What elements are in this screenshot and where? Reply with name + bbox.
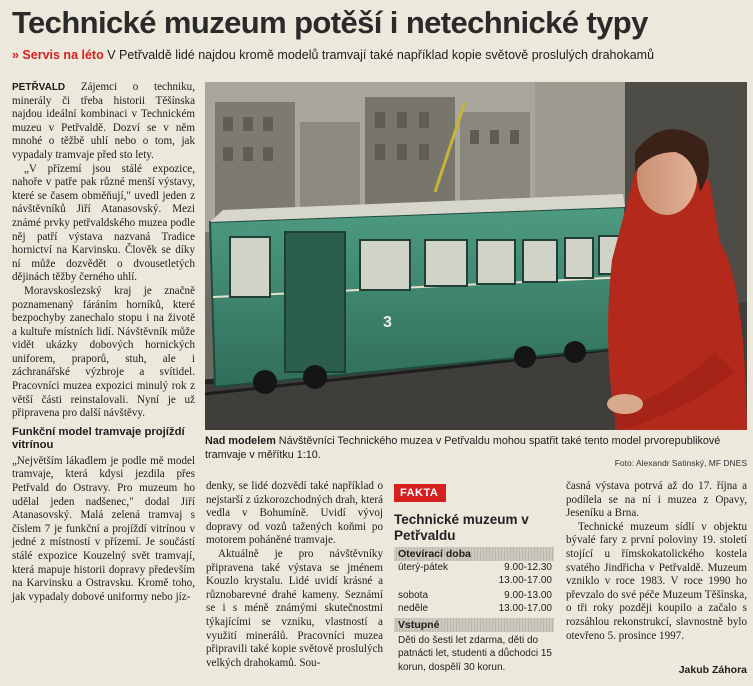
paragraph-region: Moravskoslezský kraj je značně poznamenaný fáráním horníků, které bezpochyby zanechalo stopu i na životě a kultuře místních lidí. Návštěvník může vidět ukázky dobových hornických uniforem, praporů, stuh, ale i záchranářské výzbroje a svítidel. Pracovníci muzea expozici minulý rok z větší části reinstalovali. Nyní je už připravena pro další návštěvy. [12, 284, 195, 420]
article-column-1 [12, 81, 195, 604]
paragraph-exhibition: časná výstava potrvá až do 17. října a podílela se na ní i muzea z Opavy, Jeseníku a Brna. [566, 480, 747, 520]
price-header: Vstupné [394, 618, 554, 632]
paragraph-tram: „Největším lákadlem je podle mě model tramvaje, která kdysi jezdila přes Petřvald do Ostravy. Pro muzeum ho udělal jeden nadšenec," dodal Jiří Atanasovský. Malá zelená tramvaj s číslem 7 je funkční a projíždí vitrínou v jedné z místností v přízemí. Je součástí stálé expozice Kouzelný svět tramvají, která mapuje historii dopravy především na Karvinsku a Ostravsku. Kromě toho, jak vypadaly dobové uniformy nebo jíz- [12, 454, 195, 603]
photo-credit: Foto: Alexandr Satinský, MF DNES [614, 458, 747, 468]
paragraph-quote: „V přízemí jsou stálé expozice, nahoře v patře pak různé menší výstavy, které se časem obměňují," uvedl jeden z návštěvníků Jiří Atanasovský. Mezi známé prvky petřvaldského muzea podle něj patří výstava nazvaná Tradice hornictví na Karvinsku. Člověk se díky ní může dozvědět o dvousetletých dějinách těžby černého uhlí. [12, 162, 195, 284]
fakta-label: FAKTA [394, 484, 446, 502]
article-column-2 [206, 480, 383, 670]
tram-number: 3 [383, 314, 392, 331]
hours-header: Otevírací doba [394, 547, 554, 561]
tram-model-photo [205, 82, 747, 430]
fakta-title: Technické muzeum v Petřvaldu [394, 512, 529, 543]
caption-text: Návštěvníci Technického muzea v Petřvaldu mohou spatřit také tento model prvorepublikové tramvaje v měřítku 1:10. [205, 435, 721, 461]
caption-lead: Nad modelem [205, 435, 276, 447]
photo-illustration [205, 82, 747, 430]
paragraph-history: Technické muzeum sídlí v objektu bývalé fary z první poloviny 19. století stojící u římskokatolického kostela svatého Jindřicha v Petřvaldě. Muzeum vzniklo v roce 1983. V roce 1990 ho převzalo do své péče Muzeum Těšínska, o tři roky později koupilo a začalo s rozsáhlou rekonstrukcí, slavnostně bylo otevřeno 5. prosince 1997. [566, 520, 747, 642]
headline: Technické muzeum potěší i netechnické typy [12, 5, 648, 40]
fakta-box: FAKTA Technické muzeum v Petřvaldu Otevírací doba úterý-pátek 9.00-12.30 13.00-17.00 sobota 9.00-13.00 neděle 13.00-17.00 Vstupné Děti do šesti let zdarma, děti do patnácti let, studenti a důchodci 15 korun, dospělí 30 korun. [391, 479, 557, 686]
section-subtitle: Funkční model tramvaje projíždí vitrínou [12, 425, 185, 452]
paragraph-transport: denky, se lidé dozvědí také například o nejstarší z úzkorozchodných drah, která vedla v Bohumíně. Uvidí vývoj dopravy od vozů tažených koňmi po motorem poháněné tramvaje. [206, 480, 383, 547]
subheadline-tag: » Servis na léto [12, 48, 104, 62]
price-text: Děti do šesti let zdarma, děti do patnácti let, studenti a důchodci 15 korun, dospělí 30 korun. [398, 635, 552, 673]
paragraph-crystals: Aktuálně je pro návštěvníky připravena také výstava se jménem Kouzlo krystalu. Lidé uvidí krásné a různobarevné drahé kameny. Seznámí se i s méně známými skutečnostmi týkajícími se vzniku, vlastností a využití minerálů. Pracovníci muzea připravili také kopie světově proslulých velkých drahokamů. Sou- [206, 547, 383, 669]
author: Jakub Záhora [678, 664, 747, 676]
dateline: PETŘVALD [12, 82, 66, 93]
hours-row: neděle 13.00-17.00 [398, 603, 552, 614]
hours-row: sobota 9.00-13.00 [398, 590, 552, 601]
subheadline [12, 47, 747, 63]
paragraph-intro: Zájemci o techniku, minerály či třeba historii Těšínska najdou ideální kombinaci v Technickém muzeu v Petřvaldě. Dozví se v něm mnohé o těžbě uhlí nebo o tom, jak vypadaly tramvaje před sto lety. [12, 81, 195, 161]
subheadline-text: V Petřvaldě lidé najdou kromě modelů tramvají také například kopie světově proslulých drahokamů [107, 48, 655, 62]
article-column-3 [566, 480, 747, 643]
hours-row: úterý-pátek 9.00-12.30 [398, 562, 552, 573]
